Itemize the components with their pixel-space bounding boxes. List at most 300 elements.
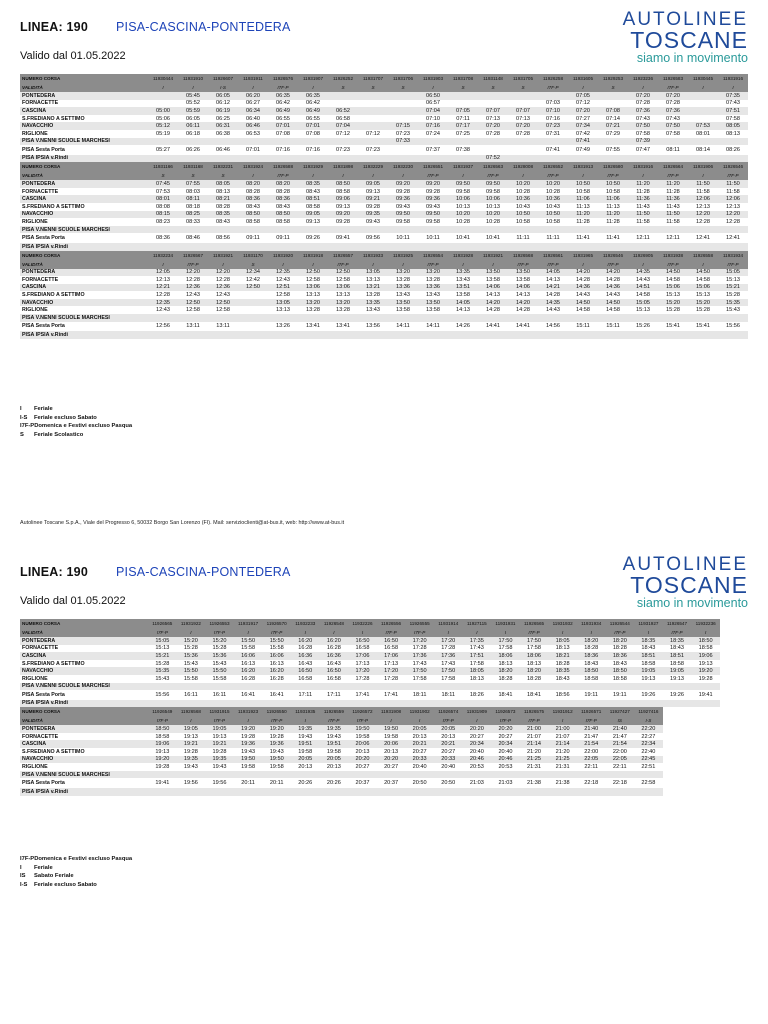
departure-time [298,155,328,163]
departure-time: 21:03 [491,778,520,788]
departure-time: 09:58 [478,188,508,196]
departure-time [598,92,628,100]
departure-time: 19:58 [348,733,377,741]
departure-time [388,243,418,251]
legend-item [20,422,132,431]
validita-row [20,171,748,180]
validita-code: I7F-P [577,716,606,725]
corsa-number: 11926552 [538,162,568,171]
validita-code: I [291,628,320,637]
departure-time: 16:50 [377,637,406,645]
departure-time: 14:41 [508,322,538,332]
departure-time: 18:58 [606,675,635,683]
departure-time [328,314,358,322]
departure-time: 12:43 [148,306,178,314]
departure-time: 08:35 [208,211,238,219]
departure-time [178,331,208,339]
corsa-number: 11931170 [238,251,268,260]
departure-time: 06:35 [298,92,328,100]
corsa-number: 11926576 [268,74,298,83]
departure-time: 22:27 [634,733,663,741]
departure-time [508,314,538,322]
departure-time [658,243,688,251]
departure-time: 22:05 [577,756,606,764]
corsa-number: 11931927 [634,619,663,628]
validita-code: I7F-P [538,171,568,180]
stop-row [20,299,748,307]
departure-time: 18:43 [548,675,577,683]
departure-time [688,155,718,163]
departure-time: 11:11 [508,233,538,243]
departure-time: 20:27 [434,748,463,756]
departure-time [148,155,178,163]
departure-time: 15:50 [177,667,206,675]
departure-time: 11:28 [658,188,688,196]
departure-time: 21:40 [577,725,606,733]
departure-time: 06:55 [268,115,298,123]
validita-code: I7F-P [663,628,692,637]
departure-time: 12:51 [268,284,298,292]
departure-time: 22:40 [634,748,663,756]
numero-corsa-label: NUMERO CORSA [20,707,148,716]
departure-time: 16:28 [291,645,320,653]
departure-time: 12:20 [178,269,208,277]
corsa-number: 11929253 [598,74,628,83]
validita-code: I [478,260,508,269]
departure-time: 08:25 [178,211,208,219]
departure-time: 15:28 [688,306,718,314]
departure-time: 20:13 [434,733,463,741]
departure-time: 21:20 [520,748,549,756]
departure-time: 13:28 [328,306,358,314]
departure-time [178,155,208,163]
departure-time: 19:51 [291,740,320,748]
departure-time: 16:58 [377,645,406,653]
corsa-number: 11926570 [262,619,291,628]
departure-time [328,100,358,108]
departure-time [328,331,358,339]
departure-time: 19:58 [234,763,263,771]
departure-time [448,226,478,234]
departure-time: 18:05 [548,637,577,645]
departure-time: 06:35 [268,92,298,100]
departure-time: 14:36 [568,284,598,292]
departure-time [358,331,388,339]
departure-time: 15:58 [262,645,291,653]
departure-time: 14:13 [508,291,538,299]
departure-time: 11:20 [628,180,658,188]
departure-time: 15:50 [262,637,291,645]
departure-time: 20:27 [405,748,434,756]
stop-name: RIGLIONE [20,306,148,314]
validita-code: I7F-P [268,83,298,92]
departure-time: 20:05 [291,756,320,764]
stop-row [20,771,720,779]
stop-row [20,733,720,741]
departure-time: 07:16 [538,115,568,123]
departure-time: 08:05 [718,122,748,130]
stop-name: S.FREDIANO A SETTIMO [20,291,148,299]
departure-time [177,788,206,796]
departure-time: 15:28 [658,306,688,314]
departure-time: 08:13 [208,188,238,196]
departure-time: 07:23 [538,122,568,130]
departure-time: 08:01 [148,195,178,203]
departure-time: 19:41 [148,778,177,788]
departure-time [328,138,358,146]
departure-time: 11:43 [628,203,658,211]
legend [20,855,132,889]
departure-time: 10:58 [508,218,538,226]
corsa-number: 11926568 [177,707,206,716]
departure-time: 14:28 [568,276,598,284]
departure-time [148,243,178,251]
legend-code: I7F-P [20,423,35,429]
validita-code: S [388,83,418,92]
departure-time [478,226,508,234]
departure-time: 18:36 [577,652,606,660]
departure-time [577,700,606,708]
departure-time: 20:06 [348,740,377,748]
corsa-number: 11931929 [298,162,328,171]
departure-time: 08:18 [178,203,208,211]
departure-time [320,700,349,708]
departure-time: 12:20 [718,211,748,219]
departure-time [658,331,688,339]
stop-row [20,322,748,332]
departure-time: 12:58 [328,276,358,284]
validita-code: I [634,628,663,637]
departure-time: 15:28 [205,645,234,653]
departure-time: 19:05 [663,667,692,675]
validita-code: I7F-P [205,628,234,637]
departure-time: 18:51 [663,652,692,660]
departure-time: 11:58 [718,188,748,196]
departure-time: 13:28 [358,291,388,299]
stop-name: CASCINA [20,107,148,115]
departure-time: 16:36 [320,652,349,660]
stop-row [20,130,748,138]
departure-time [658,155,688,163]
departure-time: 09:36 [388,195,418,203]
validita-code: I [208,260,238,269]
departure-time [577,683,606,691]
departure-time: 14:21 [538,284,568,292]
departure-time: 14:28 [538,291,568,299]
departure-time: 15:06 [688,284,718,292]
departure-time [606,771,635,779]
corsa-header-row [20,619,720,628]
departure-time: 16:58 [320,675,349,683]
departure-time [448,314,478,322]
departure-time: 17:43 [434,660,463,668]
departure-time: 11:50 [688,180,718,188]
stop-name: PISA Sesta Porta [20,778,148,788]
departure-time [377,771,406,779]
departure-time: 11:28 [628,188,658,196]
departure-time [538,226,568,234]
departure-time: 07:23 [358,145,388,155]
departure-time: 15:35 [718,299,748,307]
departure-time: 13:50 [388,299,418,307]
departure-time: 09:50 [448,180,478,188]
departure-time: 14:05 [538,269,568,277]
departure-time: 16:58 [291,675,320,683]
departure-time: 16:28 [234,675,263,683]
validita-code: I [548,628,577,637]
departure-time: 13:05 [358,269,388,277]
departure-time [508,331,538,339]
departure-time: 08:21 [208,195,238,203]
departure-time [148,92,178,100]
departure-time: 19:11 [606,690,635,700]
departure-time [418,331,448,339]
departure-time: 15:43 [177,660,206,668]
departure-time [298,138,328,146]
stop-row [20,652,720,660]
corsa-number: 11931934 [577,619,606,628]
departure-time [448,92,478,100]
departure-time [688,115,718,123]
departure-time: 22:11 [577,763,606,771]
departure-time: 18:50 [577,667,606,675]
departure-time: 15:11 [568,322,598,332]
departure-time: 13:05 [268,299,298,307]
departure-time: 06:25 [208,115,238,123]
departure-time: 21:31 [548,763,577,771]
validita-code: I [405,716,434,725]
departure-time [291,788,320,796]
departure-time [663,683,692,691]
legend-code: I7F-P [20,856,35,862]
departure-time: 08:56 [208,233,238,243]
departure-time [348,771,377,779]
departure-time: 08:20 [238,180,268,188]
departure-time: 20:27 [348,763,377,771]
departure-time: 08:43 [268,203,298,211]
departure-time: 10:50 [568,180,598,188]
departure-time [718,138,748,146]
departure-time [377,683,406,691]
departure-time [358,155,388,163]
validita-code: S [238,260,268,269]
departure-time [548,771,577,779]
corsa-number: 11931903 [418,74,448,83]
stop-name: RIGLIONE [20,218,148,226]
departure-time [268,314,298,322]
departure-time: 22:00 [577,748,606,756]
departure-time: 11:41 [598,233,628,243]
departure-time [628,226,658,234]
corsa-number: 11926252 [328,74,358,83]
validita-code: I7F-P [491,716,520,725]
departure-time: 21:25 [548,756,577,764]
departure-time: 06:55 [298,115,328,123]
departure-time: 08:36 [238,195,268,203]
departure-time: 09:43 [358,218,388,226]
departure-time: 11:20 [568,211,598,219]
departure-time [377,700,406,708]
departure-time: 07:29 [598,130,628,138]
departure-time: 20:20 [491,725,520,733]
departure-time: 19:35 [291,725,320,733]
departure-time: 09:58 [448,188,478,196]
departure-time: 21:47 [577,733,606,741]
stop-row [20,195,748,203]
corsa-number: 11931921 [478,251,508,260]
departure-time: 10:20 [448,211,478,219]
departure-time [658,226,688,234]
departure-time: 13:28 [298,306,328,314]
departure-time [238,331,268,339]
departure-time [268,331,298,339]
departure-time: 19:05 [177,725,206,733]
departure-time: 12:50 [328,269,358,277]
validita-label: VALIDITÀ [20,628,148,637]
departure-time [434,700,463,708]
route-name: PISA-CASCINA-PONTEDERA [116,20,291,34]
departure-time: 11:36 [658,195,688,203]
corsa-number: 11932234 [148,251,178,260]
departure-time [148,788,177,796]
departure-time: 14:06 [478,284,508,292]
departure-time [328,226,358,234]
departure-time: 12:28 [148,291,178,299]
validita-row [20,260,748,269]
departure-time [520,700,549,708]
departure-time: 15:13 [148,645,177,653]
departure-time: 05:45 [178,92,208,100]
validita-code: I [377,716,406,725]
departure-time: 15:26 [628,322,658,332]
departure-time [598,100,628,108]
legend-item [20,864,132,873]
departure-time [418,314,448,322]
departure-time: 17:43 [463,645,492,653]
departure-time: 18:50 [691,637,720,645]
departure-time: 12:06 [718,195,748,203]
departure-time: 19:20 [691,667,720,675]
departure-time: 07:20 [658,92,688,100]
departure-time [238,138,268,146]
departure-time: 18:20 [606,637,635,645]
departure-time: 22:20 [634,725,663,733]
departure-time: 15:13 [688,291,718,299]
departure-time: 20:40 [463,748,492,756]
stop-row [20,700,720,708]
departure-time [388,92,418,100]
departure-time: 19:50 [377,725,406,733]
departure-time: 08:50 [328,180,358,188]
departure-time [358,115,388,123]
validita-code: S [448,83,478,92]
departure-time: 19:13 [177,733,206,741]
departure-time: 12:35 [268,269,298,277]
corsa-number: 11926588 [268,162,298,171]
corsa-number: 11931920 [268,251,298,260]
corsa-number: 11926607 [208,74,238,83]
departure-time [358,122,388,130]
departure-time: 10:50 [508,211,538,219]
departure-time [148,700,177,708]
departure-time: 16:43 [291,660,320,668]
departure-time: 11:36 [628,195,658,203]
departure-time: 08:14 [688,145,718,155]
departure-time: 17:06 [348,652,377,660]
departure-time [358,107,388,115]
stop-row [20,740,720,748]
departure-time: 21:31 [520,763,549,771]
departure-time: 17:13 [348,660,377,668]
departure-time: 18:58 [691,645,720,653]
corsa-number: 11931928 [448,251,478,260]
corsa-number: 11931705 [508,74,538,83]
validita-code: I7F-P [658,171,688,180]
departure-time: 09:13 [328,203,358,211]
departure-time: 18:13 [548,645,577,653]
stop-name: FORNACETTE [20,645,148,653]
corsa-number: 11930445 [688,74,718,83]
departure-time: 11:50 [628,211,658,219]
departure-time: 12:13 [688,203,718,211]
corsa-number: 11931925 [388,251,418,260]
validita-code: I [448,260,478,269]
title-row [20,565,291,579]
departure-time: 07:53 [148,188,178,196]
departure-time [298,331,328,339]
stop-row [20,667,720,675]
departure-time: 14:50 [598,299,628,307]
stop-name: FORNACETTE [20,100,148,108]
departure-time [377,788,406,796]
departure-time: 15:28 [718,291,748,299]
validita-code: I [178,83,208,92]
departure-time [205,683,234,691]
stop-name: PISA IPSIA v.Rindi [20,155,148,163]
corsa-number: 11926583 [658,74,688,83]
validita-code: I7F-P [598,171,628,180]
departure-time: 06:18 [178,130,208,138]
stop-row [20,107,748,115]
departure-time: 13:13 [328,291,358,299]
departure-time: 18:05 [463,667,492,675]
validita-code: I-S [634,716,663,725]
departure-time [388,107,418,115]
stop-row [20,675,720,683]
departure-time: 09:43 [388,203,418,211]
departure-time: 15:21 [148,652,177,660]
departure-time: 07:16 [298,145,328,155]
logo-line1: AUTOLINEE [622,554,748,575]
stop-name: S.FREDIANO A SETTIMO [20,203,148,211]
validita-code: I [238,83,268,92]
departure-time: 15:20 [658,299,688,307]
stop-row [20,243,748,251]
departure-time: 11:20 [658,180,688,188]
departure-time [234,771,263,779]
validita-code: I7F-P [148,628,177,637]
departure-time: 10:43 [508,203,538,211]
departure-time: 08:58 [238,218,268,226]
departure-time: 12:13 [148,276,178,284]
departure-time: 14:20 [478,299,508,307]
legend-code: IS [20,873,26,879]
departure-time: 14:43 [568,291,598,299]
corsa-number: 11932230 [388,162,418,171]
departure-time: 19:35 [177,756,206,764]
validita-row [20,83,748,92]
departure-time: 12:50 [298,269,328,277]
